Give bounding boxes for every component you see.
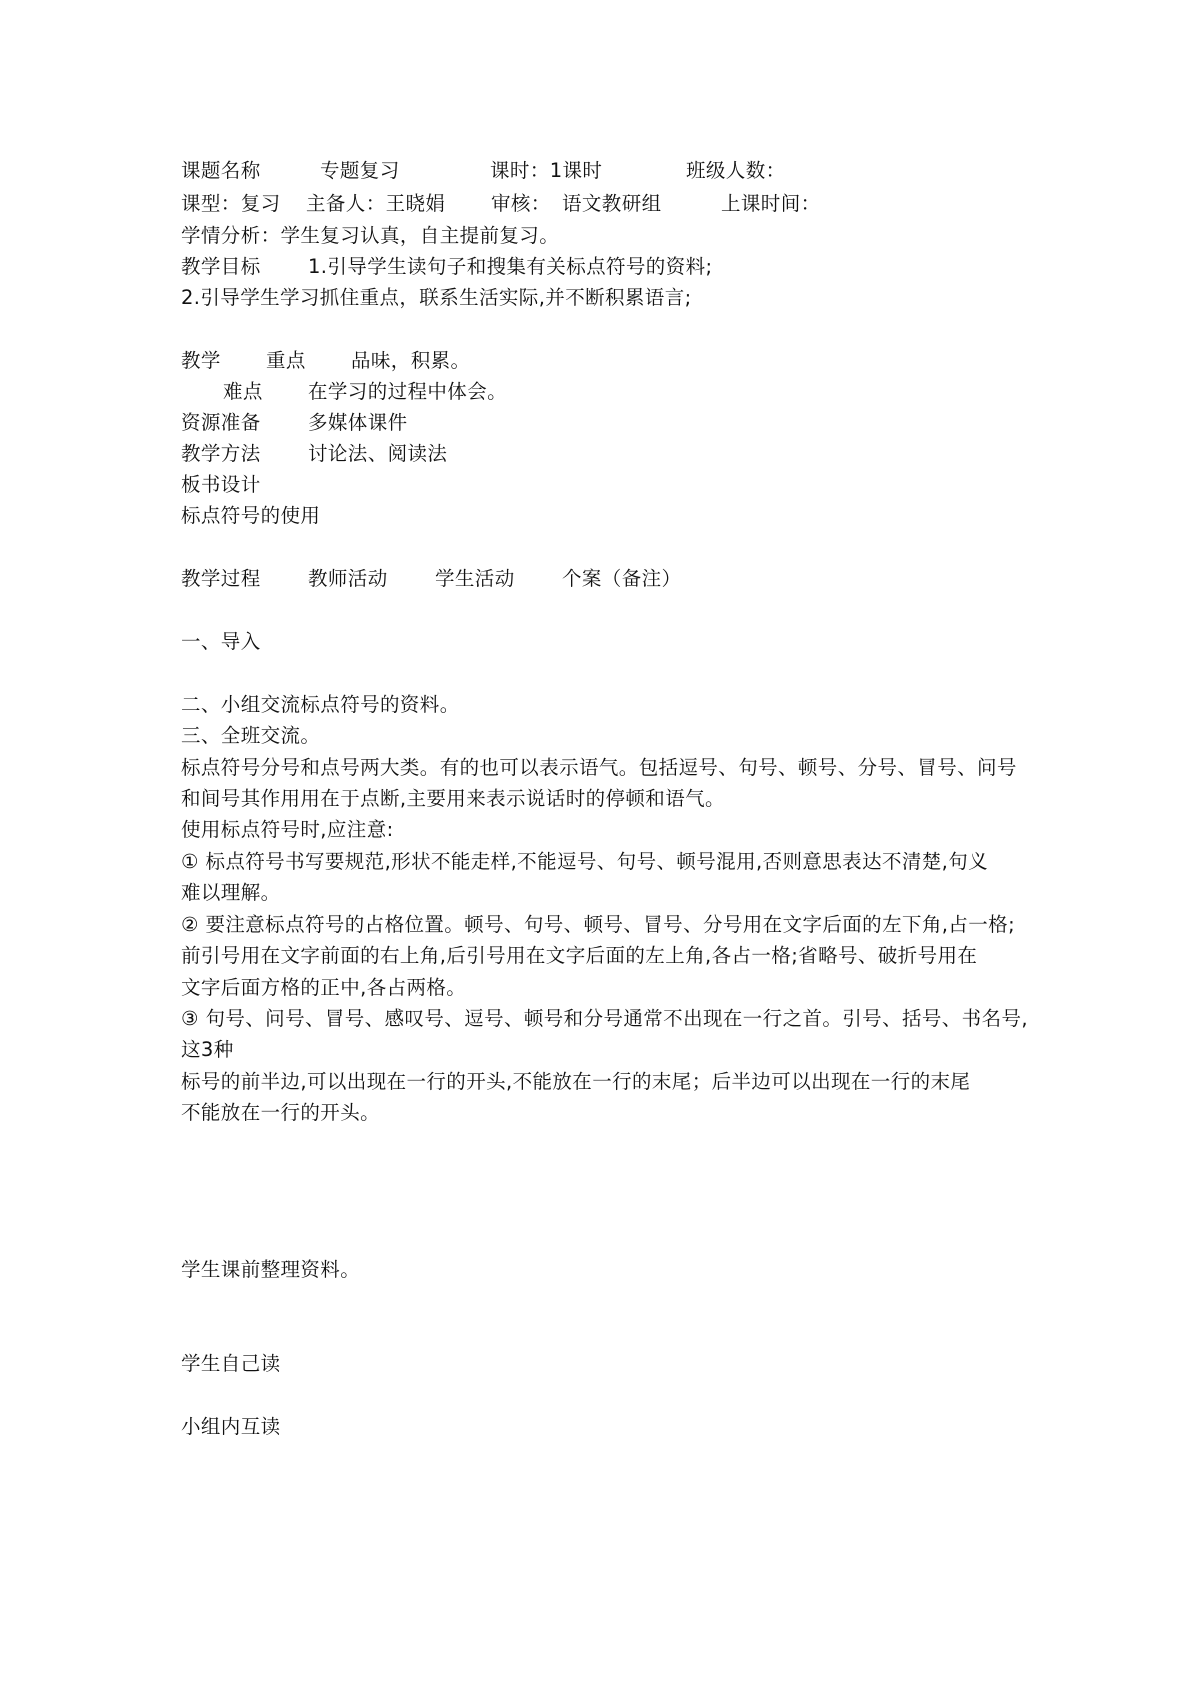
objective-item-2: 2.引导学生学习抓住重点，联系生活实际,并不断积累语言;	[181, 286, 692, 309]
lesson-period: 课时：1课时	[490, 159, 603, 182]
objectives-label: 教学目标	[181, 255, 261, 278]
body-line: 和间号其作用用在于点断,主要用来表示说话时的停顿和语气。	[181, 787, 725, 810]
board-label: 板书设计	[181, 473, 261, 496]
body-line: 标号的前半边,可以出现在一行的开头,不能放在一行的末尾；后半边可以出现在一行的末尾	[181, 1070, 971, 1093]
student-prep-activity: 学生课前整理资料。	[181, 1258, 361, 1281]
body-line: ① 标点符号书写要规范,形状不能走样,不能逗号、句号、顿号混用,否则意思表达不清楚,句义	[181, 850, 989, 873]
resources-value: 多媒体课件	[308, 411, 408, 434]
methods-label: 教学方法	[181, 442, 261, 465]
process-col-process: 教学过程	[181, 567, 261, 590]
body-line: ③ 句号、问号、冒号、感叹号、逗号、顿号和分号通常不出现在一行之首。引号、括号、书名号,	[181, 1007, 1028, 1030]
reviewer-group: 语文教研组	[562, 192, 662, 215]
difficulty-label: 难点	[223, 380, 263, 403]
student-self-read: 学生自己读	[181, 1352, 281, 1375]
class-time: 上课时间：	[721, 192, 821, 215]
process-col-notes: 个案（备注）	[562, 567, 682, 590]
reviewer-label: 审核：	[491, 192, 551, 215]
body-line: 使用标点符号时,应注意:	[181, 818, 394, 841]
process-col-teacher: 教师活动	[308, 567, 388, 590]
body-line: 文字后面方格的正中,各占两格。	[181, 976, 467, 999]
step-class-exchange: 三、全班交流。	[181, 724, 321, 747]
lesson-type: 课型：复习	[181, 192, 281, 215]
step-group-exchange: 二、小组交流标点符号的资料。	[181, 693, 460, 716]
lesson-title-label: 课题名称	[181, 159, 261, 182]
key-point-value: 品味，积累。	[351, 349, 471, 372]
body-line: 这3种	[181, 1038, 234, 1061]
process-col-student: 学生活动	[435, 567, 515, 590]
body-line: 不能放在一行的开头。	[181, 1101, 381, 1124]
methods-value: 讨论法、阅读法	[308, 442, 448, 465]
step-intro: 一、导入	[181, 630, 261, 653]
board-value: 标点符号的使用	[181, 504, 321, 527]
lesson-title: 专题复习	[320, 159, 400, 182]
preparer: 主备人：王晓娟	[306, 192, 446, 215]
difficulty-value: 在学习的过程中体会。	[308, 380, 508, 403]
resources-label: 资源准备	[181, 411, 261, 434]
body-line: 标点符号分号和点号两大类。有的也可以表示语气。包括逗号、句号、顿号、分号、冒号、问号	[181, 756, 1017, 779]
focus-label: 教学	[181, 349, 221, 372]
body-line: ② 要注意标点符号的占格位置。顿号、句号、顿号、冒号、分号用在文字后面的左下角,占一格;	[181, 913, 1016, 936]
body-line: 难以理解。	[181, 881, 281, 904]
student-group-read: 小组内互读	[181, 1415, 281, 1438]
class-size: 班级人数：	[686, 159, 786, 182]
learning-analysis: 学情分析：学生复习认真，自主提前复习。	[181, 224, 560, 247]
body-line: 前引号用在文字前面的右上角,后引号用在文字后面的左上角,各占一格;省略号、破折号用在	[181, 944, 978, 967]
objective-item-1: 1.引导学生读句子和搜集有关标点符号的资料;	[308, 255, 713, 278]
key-point-label: 重点	[266, 349, 306, 372]
